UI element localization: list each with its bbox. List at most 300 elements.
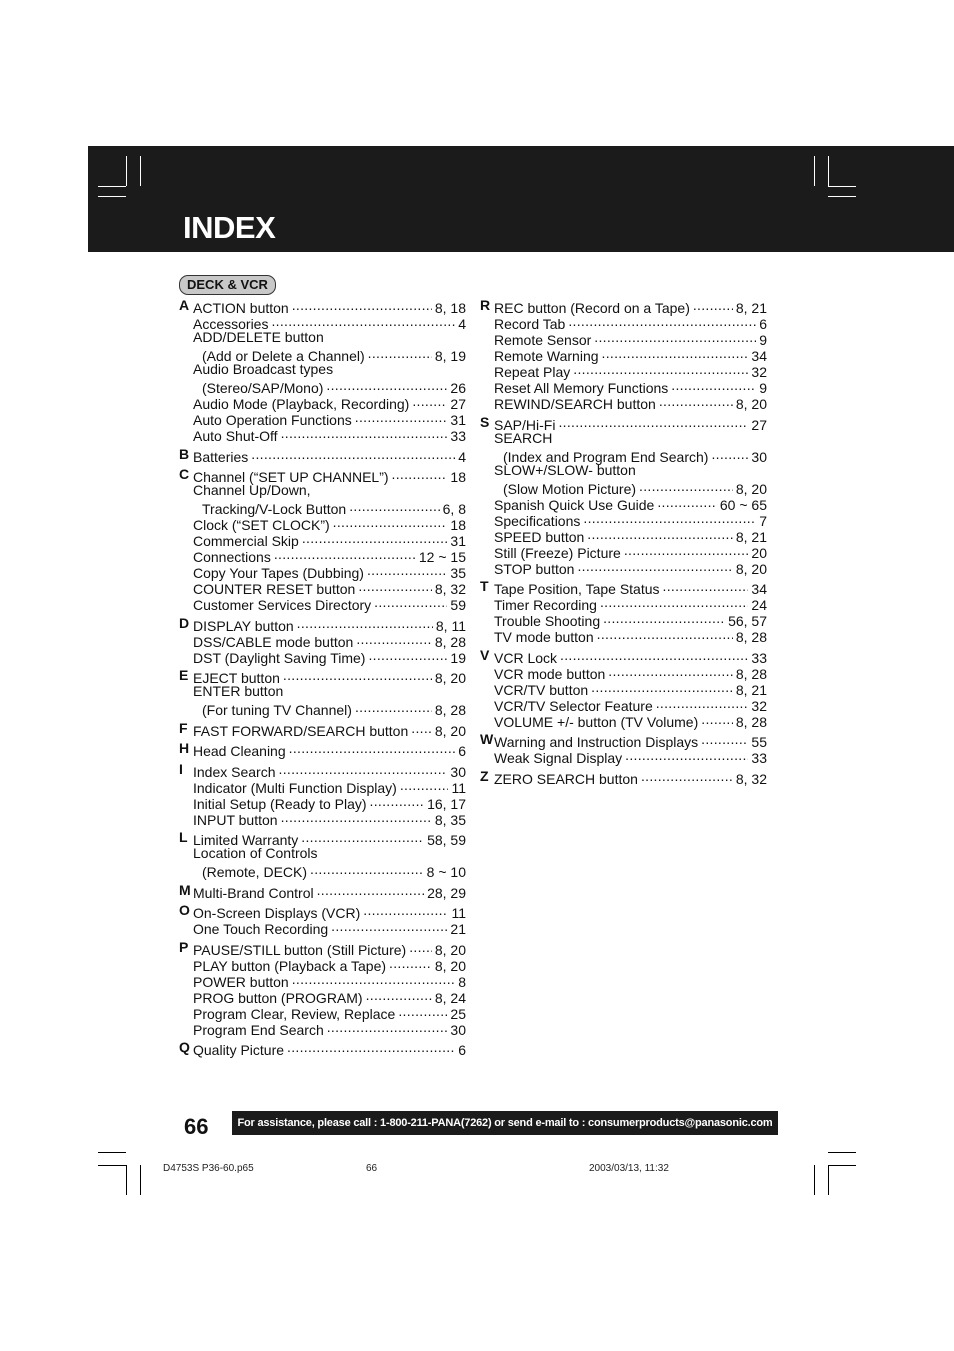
index-entry [179,631,466,650]
entry-pages: 58, 59 [427,832,466,848]
crop-mark [814,156,815,186]
index-group-w [480,731,767,766]
index-entry [179,297,466,316]
index-letter: V [480,646,490,663]
index-letter: A [179,297,190,313]
index-entry [480,446,767,465]
entry-pages: 8 [458,973,466,990]
entry-text: Remote Sensor [494,332,592,348]
entry-pages: 31 [450,412,466,428]
dot-leader [639,478,733,494]
index-entry [480,297,767,316]
index-entry [179,740,466,759]
entry-text: Auto Shut-Off [193,428,278,444]
index-entry [179,446,466,465]
index-entry [179,313,466,332]
entry-text: COUNTER RESET button [193,581,356,597]
dot-leader [370,793,425,809]
entry-pages: 27 [751,416,767,433]
crop-mark [98,1152,126,1153]
index-group-v [480,646,767,730]
dot-leader [333,514,448,530]
dot-leader [400,777,449,793]
dot-leader [302,530,448,546]
index-letter: Q [179,1039,190,1055]
index-group-p [179,938,466,1038]
dot-leader [367,562,447,578]
index-entry [179,829,466,848]
entry-pages: 11 [451,779,466,796]
index-entry [179,720,466,739]
dot-leader [279,761,448,777]
dot-leader [594,329,756,345]
section-label: DECK & VCR [179,275,276,295]
index-entry [179,466,466,485]
index-entry [480,430,767,446]
entry-pages: 20 [751,544,767,561]
dot-leader [355,699,432,715]
index-letter: F [179,719,188,736]
entry-text: Commercial Skip [193,533,299,549]
entry-pages: 8, 19 [434,348,466,364]
entry-text: (Remote, DECK) [202,864,308,880]
entry-pages: 55 [751,734,767,750]
entry-text: Clock (“SET CLOCK”) [193,517,330,533]
entry-pages: 8, 21 [735,528,767,545]
entry-pages: 31 [450,533,466,549]
dot-leader [568,313,756,329]
index-entry [179,409,466,428]
entry-pages: 16, 17 [427,795,466,812]
index-entry [179,647,466,666]
index-entry [480,610,767,629]
entry-text: Location of Controls [193,845,318,861]
index-entry [480,414,767,433]
dot-leader [283,667,432,683]
index-entry [179,329,466,345]
index-entry [480,594,767,613]
index-group-r [480,297,767,412]
entry-pages: 8, 21 [735,681,767,698]
entry-pages: 8 ~ 10 [426,864,466,880]
dot-leader [625,747,748,763]
crop-mark [828,1165,829,1195]
index-entry [179,578,466,597]
dot-leader [374,594,447,610]
index-letter: B [179,445,190,462]
entry-text: VCR/TV Selector Feature [494,697,653,714]
index-entry [480,478,767,497]
entry-text: Warning and Instruction Displays [494,734,699,750]
entry-pages: 7 [759,512,767,529]
dot-leader [310,861,424,877]
entry-text: Index Search [193,763,276,780]
entry-text: Channel Up/Down, [193,482,311,498]
entry-text: SPEED button [494,528,585,545]
dot-leader [363,902,448,918]
index-letter: O [179,902,190,918]
dot-leader [251,446,455,462]
entry-pages: 8, 35 [434,811,466,828]
index-letter: E [179,667,189,683]
entry-pages: 8, 11 [435,617,466,634]
index-entry [480,345,767,364]
entry-text: SAP/Hi-Fi [494,416,556,433]
entry-pages: 8, 28 [735,629,767,645]
entry-text: Customer Services Directory [193,597,372,613]
index-entry [480,313,767,332]
entry-text: (Add or Delete a Channel) [202,348,365,364]
dot-leader [693,297,733,313]
index-entry [480,329,767,348]
crop-mark [828,1165,856,1166]
slug-timestamp: 2003/03/13, 11:32 [589,1163,669,1174]
entry-text: STOP button [494,560,575,577]
entry-pages: 9 [759,380,767,396]
entry-pages: 34 [751,581,767,597]
entry-text: Program End Search [193,1021,324,1038]
index-column-right [480,297,767,788]
entry-text: ZERO SEARCH button [494,770,638,787]
entry-pages: 8, 24 [434,989,466,1006]
index-group-f [179,719,466,739]
entry-text: VCR Lock [494,649,558,666]
index-group-t [480,578,767,645]
index-group-z [480,767,767,787]
index-group-i [179,760,466,828]
slug-filename: D4753S P36-60.p65 [163,1163,254,1174]
index-entry [480,663,767,682]
entry-pages: 24 [751,597,767,613]
entry-pages: 8, 20 [434,670,466,686]
dot-leader [392,466,448,482]
entry-pages: 8, 32 [735,770,767,787]
index-letter: M [179,881,191,898]
index-group-c [179,466,466,613]
index-entry [179,345,466,364]
entry-text: Record Tab [494,316,566,332]
crop-mark [814,1165,815,1195]
entry-text: FAST FORWARD/SEARCH button [193,722,409,739]
crop-mark [828,196,856,197]
index-entry [179,861,466,880]
entry-pages: 6 [458,743,466,759]
entry-text: Accessories [193,316,269,332]
index-entry [480,526,767,545]
index-entry [179,615,466,634]
dot-leader [671,377,756,393]
entry-text: VOLUME +/- button (TV Volume) [494,713,699,730]
crop-mark [140,1165,141,1195]
entry-pages: 18 [450,469,466,485]
dot-leader [591,679,733,695]
index-entry [179,361,466,377]
entry-text: VCR mode button [494,665,606,682]
entry-pages: 8, 28 [735,665,767,682]
dot-leader [368,647,447,663]
entry-text: Trouble Shooting [494,613,601,629]
index-group-m [179,881,466,901]
entry-text: ADD/DELETE button [193,329,324,345]
dot-leader [587,526,733,542]
index-group-a [179,297,466,444]
crop-mark [828,156,829,186]
entry-text: Initial Setup (Ready to Play) [193,795,367,812]
dot-leader [389,955,432,971]
index-entry [480,494,767,513]
entry-pages: 27 [450,396,466,412]
index-group-s [480,413,767,577]
dot-leader [663,578,749,594]
index-letter: T [480,578,489,594]
entry-pages: 32 [751,697,767,714]
entry-text: (Slow Motion Picture) [503,480,637,497]
dot-leader [301,829,424,845]
entry-text: Reset All Memory Functions [494,380,669,396]
index-letter: D [179,614,190,631]
entry-pages: 30 [450,1021,466,1038]
entry-pages: 32 [751,364,767,380]
entry-pages: 33 [751,649,767,666]
entry-text: DISPLAY button [193,617,294,634]
entry-pages: 9 [759,332,767,348]
index-group-l [179,829,466,880]
index-entry [179,971,466,990]
entry-pages: 8, 32 [434,581,466,597]
index-entry [480,578,767,597]
page-title: INDEX [183,210,276,245]
index-entry [179,594,466,613]
index-entry [179,546,466,565]
page-number: 66 [184,1114,209,1139]
entry-text: Remote Warning [494,348,599,364]
index-entry [480,462,767,478]
index-entry [179,482,466,498]
index-entry [179,918,466,937]
entry-pages: 8, 20 [434,722,466,739]
index-entry [179,761,466,780]
entry-pages: 8, 28 [735,713,767,730]
entry-pages: 4 [458,316,466,332]
index-group-b [179,445,466,465]
dot-leader [577,558,732,574]
index-entry [179,777,466,796]
entry-text: Audio Broadcast types [193,361,334,377]
dot-leader [271,313,455,329]
index-entry [179,987,466,1006]
crop-mark [98,196,126,197]
entry-text: Still (Freeze) Picture [494,544,621,561]
crop-mark [98,1165,126,1166]
entry-text: Specifications [494,512,581,529]
header-band [88,146,954,252]
entry-text: Quality Picture [193,1042,285,1058]
entry-text: Head Cleaning [193,743,286,759]
dot-leader [289,740,456,756]
entry-pages: 21 [450,921,466,937]
crop-mark [828,186,856,187]
index-entry [480,542,767,561]
dot-leader [292,971,456,987]
entry-text: Weak Signal Display [494,750,623,766]
index-letter: L [179,829,188,845]
entry-text: Batteries [193,448,249,465]
index-entry [179,1019,466,1038]
entry-pages: 30 [450,763,466,780]
dot-leader [600,594,748,610]
entry-pages: 8, 21 [735,300,767,316]
dot-leader [641,768,733,784]
index-entry [179,939,466,958]
entry-pages: 35 [450,565,466,581]
dot-leader [368,345,432,361]
index-entry [480,377,767,396]
entry-pages: 8, 20 [735,480,767,497]
index-entry [480,558,767,577]
index-entry [480,626,767,645]
dot-leader [411,720,432,736]
index-entry [179,377,466,396]
assistance-banner: For assistance, please call : 1-800-211-PANA(7262) or send e-mail to : consumerproducts@panasonic.com [232,1111,778,1135]
entry-pages: 59 [450,597,466,613]
index-entry [480,731,767,750]
entry-text: Program Clear, Review, Replace [193,1005,396,1022]
entry-pages: 26 [450,380,466,396]
entry-pages: 30 [751,448,767,465]
entry-text: SLOW+/SLOW- button [494,461,636,478]
dot-leader [366,987,432,1003]
index-group-d [179,614,466,666]
index-entry [179,514,466,533]
dot-leader [331,918,447,934]
entry-pages: 33 [450,428,466,444]
index-entry [480,768,767,787]
crop-mark [126,1165,127,1195]
index-entry [480,695,767,714]
entry-pages: 34 [751,348,767,364]
dot-leader [281,809,432,825]
entry-pages: 25 [450,1005,466,1022]
dot-leader [409,939,432,955]
crop-mark [98,186,126,187]
entry-pages: 4 [458,448,466,465]
entry-pages: 56, 57 [728,613,767,629]
dot-leader [656,695,749,711]
entry-text: On-Screen Displays (VCR) [193,905,361,921]
entry-pages: 19 [450,649,466,666]
dot-leader [602,345,749,361]
index-entry [480,393,767,412]
index-entry [480,679,767,698]
entry-text: Audio Mode (Playback, Recording) [193,396,410,412]
dot-leader [558,414,748,430]
entry-text: (Stereo/SAP/Mono) [202,380,324,396]
index-entry [179,498,466,517]
entry-pages: 8, 28 [434,633,466,650]
dot-leader [297,615,433,631]
index-entry [480,647,767,666]
entry-text: REWIND/SEARCH button [494,396,656,412]
entry-text: DSS/CABLE mode button [193,633,354,650]
crop-mark [828,1152,856,1153]
index-entry [179,809,466,828]
dot-leader [398,1003,447,1019]
entry-text: ENTER button [193,683,284,699]
entry-pages: 6, 8 [442,501,466,517]
dot-leader [701,731,748,747]
entry-text: (For tuning TV Channel) [202,702,352,718]
index-group-e [179,667,466,718]
entry-text: DST (Daylight Saving Time) [193,649,366,666]
entry-text: Tracking/V-Lock Button [202,501,347,517]
dot-leader [358,578,432,594]
index-group-q [179,1039,466,1058]
dot-leader [573,361,748,377]
entry-pages: 8, 20 [434,941,466,958]
entry-text: Multi-Brand Control [193,884,314,901]
entry-pages: 8, 20 [434,957,466,974]
dot-leader [292,297,432,313]
dot-leader [701,711,733,727]
index-entry [179,902,466,921]
entry-pages: 28, 29 [427,884,466,901]
entry-pages: 33 [751,750,767,766]
entry-text: Spanish Quick Use Guide [494,496,655,513]
dot-leader [274,546,416,562]
entry-text: Channel (“SET UP CHANNEL”) [193,469,389,485]
entry-text: VCR/TV button [494,681,589,698]
index-entry [179,425,466,444]
entry-text: PAUSE/STILL button (Still Picture) [193,941,407,958]
index-letter: R [480,297,491,313]
dot-leader [326,377,447,393]
dot-leader [356,631,432,647]
dot-leader [659,393,733,409]
entry-pages: 12 ~ 15 [418,549,466,565]
dot-leader [657,494,717,510]
index-letter: Z [480,767,489,784]
index-entry [179,562,466,581]
entry-text: (Index and Program End Search) [503,448,709,465]
dot-leader [281,425,448,441]
entry-text: Copy Your Tapes (Dubbing) [193,565,364,581]
entry-text: Limited Warranty [193,832,299,848]
dot-leader [412,393,447,409]
index-group-h [179,740,466,759]
dot-leader [711,446,748,462]
dot-leader [597,626,733,642]
slug-sheet: 66 [366,1163,378,1174]
dot-leader [355,409,448,425]
index-group-o [179,902,466,937]
entry-pages: 6 [458,1042,466,1058]
crop-mark [126,156,127,186]
entry-text: PROG button (PROGRAM) [193,989,363,1006]
index-entry [179,1039,466,1058]
index-entry [480,711,767,730]
entry-text: EJECT button [193,670,280,686]
entry-text: Auto Operation Functions [193,412,352,428]
entry-pages: 8, 20 [735,560,767,577]
dot-leader [560,647,748,663]
index-letter: C [179,466,190,482]
entry-pages: 8, 18 [434,300,466,316]
entry-pages: 6 [759,316,767,332]
entry-pages: 8, 20 [735,396,767,412]
entry-text: Connections [193,549,271,565]
entry-text: One Touch Recording [193,921,329,937]
entry-text: Repeat Play [494,364,571,380]
